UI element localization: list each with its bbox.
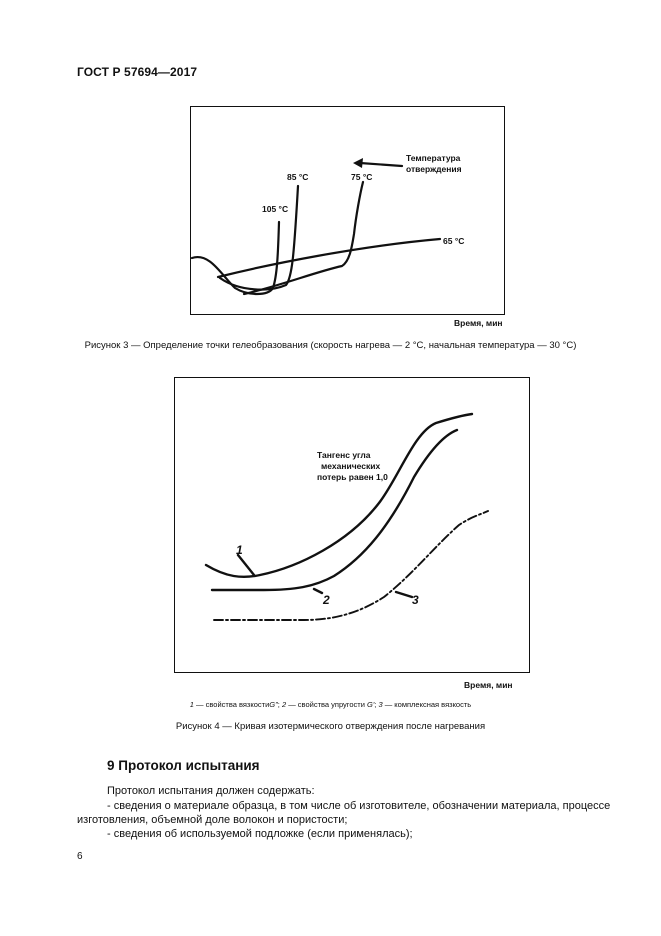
- curve-75c: [244, 182, 363, 294]
- label-85c: 85 °C: [287, 172, 309, 182]
- annotation-line-2: отверждения: [406, 164, 462, 174]
- legend-separator-2: ;: [374, 700, 379, 709]
- legend-number-2: 2: [281, 700, 287, 709]
- annotation-arrowhead: [353, 158, 363, 168]
- curve-105c: [192, 222, 279, 294]
- x-axis-label: Время, мин: [464, 680, 513, 690]
- figure-4-legend: [0, 700, 661, 709]
- list-item-2: - сведения об используемой подложке (если применялась);: [107, 828, 413, 840]
- curve-3-complex-viscosity: [214, 511, 488, 620]
- intro-paragraph: Протокол испытания должен содержать:: [107, 785, 315, 797]
- annotation-line-1: Температура: [406, 153, 461, 163]
- legend-text-2: — свойства упругости: [286, 700, 368, 709]
- label-curve-1: 1: [236, 543, 243, 557]
- legend-text-3: — комплексная вязкость: [382, 700, 472, 709]
- page-number: 6: [77, 851, 83, 862]
- x-axis-label: Время, мин: [454, 318, 503, 328]
- legend-symbol-1: G": [269, 700, 278, 709]
- label-curve-3: 3: [412, 593, 419, 607]
- figure-4-caption: Рисунок 4 — Кривая изотермического отверждения после нагревания: [175, 721, 486, 732]
- legend-number-3: 3: [378, 700, 383, 709]
- legend-number-1: 1: [189, 700, 194, 709]
- label-3-leader: [396, 592, 412, 597]
- legend-text-1: — свойства вязкости: [193, 700, 270, 709]
- label-2-leader: [314, 589, 322, 593]
- curve-65c: [218, 239, 440, 277]
- label-75c: 75 °C: [351, 172, 373, 182]
- section-heading: 9 Протокол испытания: [107, 758, 260, 773]
- legend-symbol-2: G': [367, 700, 375, 709]
- annotation-line-2: механических: [321, 461, 381, 471]
- figure-3-caption: Рисунок 3 — Определение точки гелеобразования (скорость нагрева — 2 °C, начальная температура — 30 °C): [84, 340, 577, 351]
- document-header: ГОСТ Р 57694—2017: [77, 65, 198, 79]
- label-1-leader: [238, 555, 254, 575]
- label-65c: 65 °C: [443, 236, 465, 246]
- annotation-arrow-line: [360, 163, 402, 166]
- label-105c: 105 °C: [262, 204, 289, 214]
- figure-4-plot: [174, 377, 534, 695]
- legend-separator-1: ;: [277, 700, 282, 709]
- annotation-line-3: потерь равен 1,0: [317, 472, 388, 482]
- list-item-1-line-1: - сведения о материале образца, в том числе об изготовителе, обозначении материала, процессе: [107, 800, 611, 812]
- figure-3-plot: [190, 106, 520, 331]
- annotation-line-1: Тангенс угла: [317, 450, 371, 460]
- list-item-1-line-2: изготовления, объемной доле волокон и пористости;: [77, 814, 348, 826]
- label-curve-2: 2: [323, 593, 330, 607]
